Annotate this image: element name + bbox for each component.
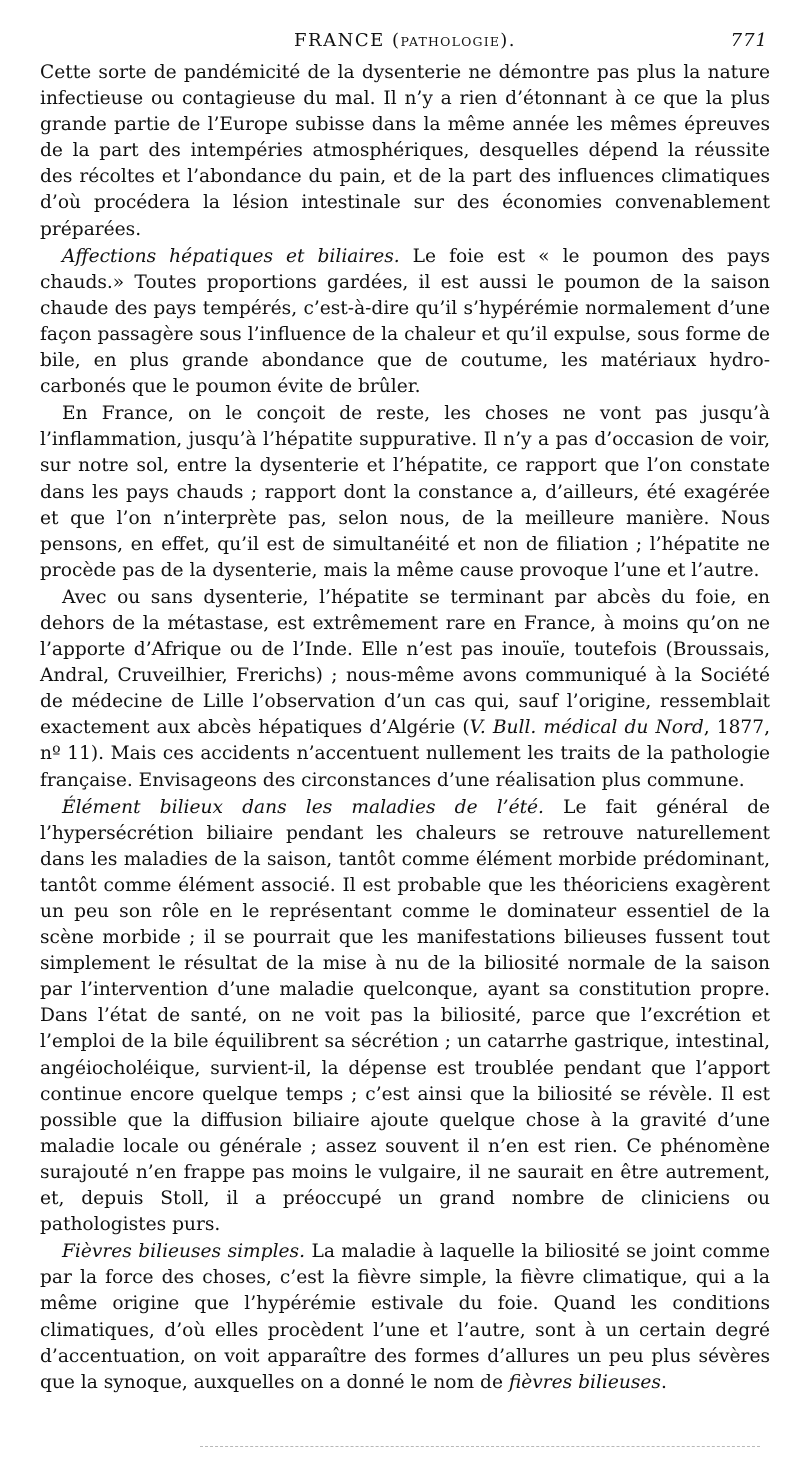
bleed-through-rule xyxy=(200,1446,760,1447)
running-header xyxy=(40,26,770,60)
running-title-main: FRANCE ( xyxy=(294,30,401,51)
running-title-subtitle: PATHOLOGIE xyxy=(400,34,501,49)
running-title-end: ). xyxy=(500,30,516,51)
paragraph-text-after: , 1877, nº 11). Mais ces accidents n’accentuent nullement les traits de la pathologie française. Envisageons des circonstances d’une réalisation plus commune. xyxy=(40,717,770,791)
bibliographic-reference: V. Bull. médical du Nord xyxy=(469,717,704,739)
paragraph-abces-foie xyxy=(40,585,770,794)
paragraph-text-after: . xyxy=(660,1371,667,1393)
paragraph-element-bilieux xyxy=(40,795,770,1239)
paragraph-text: Le fait général de l’hypersécrétion biliaire pendant les chaleurs se retrouve naturellement dans les maladies de la saison, tantôt comme élément morbide prédominant, tantôt comme élément associé. Il est probable que les théoriciens exagèrent un peu son rôle en le représentant comme le dominateur essentiel de la scène morbide ; il se pourrait que les manifestations bilieuses fussent tout simplement le résultat de la mise à nu de la biliosité normale de la saison par l’intervention d’une maladie quelconque, ayant sa constitution propre. Dans l’état de santé, on ne voit pas la biliosité, parce que l’excrétion et l’emploi de la bile équilibrent sa sécrétion ; un catarrhe gastrique, intestinal, angéiocholéique, survient-il, la dépense est troublée pendant que l’apport continue encore quelque temps ; c’est ainsi que la biliosité se révèle. Il est possible que la diffusion biliaire ajoute quelque chose à la gravité d’une maladie locale ou générale ; assez souvent il n’en est rien. Ce phénomène surajouté n’en frappe pas moins le vulgaire, il ne saurait en être autrement, et, depuis Stoll, il a préoccupé un grand nombre de cliniciens ou pathologistes purs. xyxy=(40,796,770,1236)
running-title xyxy=(40,30,770,51)
paragraph-fievres-bilieuses xyxy=(40,1239,770,1396)
paragraph-text: La maladie à laquelle la biliosité se joint comme par la force des choses, c’est la fièvre simple, la fièvre climatique, qui a la même origine que l’hypérémie estivale du foie. Quand les conditions climatiques, d’où elles procèdent l’une et l’autre, sont à un certain degré d’accentuation, on voit apparaître des formes d’allures un peu plus sévères que la synoque, auxquelles on a donné le nom de xyxy=(40,1241,770,1393)
paragraph-hepatite-france xyxy=(40,401,770,584)
page-number: 771 xyxy=(730,30,768,51)
paragraph-affections-hepatiques xyxy=(40,244,770,401)
paragraph-text: Avec ou sans dysenterie, l’hépatite se terminant par abcès du foie, en dehors de la métastase, est extrêmement rare en France, à moins qu’on ne l’apporte d’Afrique ou de l’Inde. Elle n’est pas inouïe, toutefois (Broussais, Andral, Cruveilhier, Frerichs) ; nous-même avons communiqué à la Société de médecine de Lille l’observation d’un cas qui, sauf l’origine, ressemblait exactement aux abcès hépatiques d’Algérie ( xyxy=(40,586,770,739)
paragraph-text: En France, on le conçoit de reste, les choses ne vont pas jusqu’à l’inflammation, jusqu’à l’hépatite suppurative. Il n’y a pas d’occasion de voir, sur notre sol, entre la dysenterie et l’hépatite, ce rapport que l’on constate dans les pays chauds ; rapport dont la constance a, d’ailleurs, été exagérée et que l’on n’interprète pas, selon nous, de la meilleure manière. Nous pensons, en effet, qu’il est de simultanéité et non de filiation ; l’hépatite ne procède pas de la dysenterie, mais la même cause provoque l’une et l’autre. xyxy=(40,403,770,581)
section-heading-affections-hepatiques: Affections hépatiques et biliaires. xyxy=(62,245,400,267)
paragraph-dysenterie-pandemicite xyxy=(40,60,770,243)
body-text xyxy=(40,60,770,1396)
paragraph-text: Cette sorte de pandémicité de la dysenterie ne démontre pas plus la nature infectieuse ou contagieuse du mal. Il n’y a rien d’étonnant à ce que la plus grande partie de l’Europe subisse dans la même année les mêmes épreuves de la part des intempéries atmosphériques, desquelles dépend la réussite des récoltes et l’abondance du pain, et de la part des influences climatiques d’où procédera la lésion intestinale sur des économies convenablement préparées. xyxy=(40,62,770,240)
paragraph-text: Le foie est « le poumon des pays chauds.» Toutes proportions gardées, il est aussi le poumon de la saison chaude des pays tempérés, c’est-à-dire qu’il s’hypérémie normalement d’une façon passagère sous l’influence de la chaleur et qu’il expulse, sous forme de bile, en plus grande abondance que de coutume, les matériaux hydro-carbonés que le poumon évite de brûler. xyxy=(40,245,770,398)
section-heading-fievres-bilieuses: Fièvres bilieuses simples. xyxy=(62,1241,305,1263)
section-heading-element-bilieux: Élément bilieux dans les maladies de l’été. xyxy=(62,796,544,818)
italic-term: fièvres bilieuses xyxy=(508,1371,661,1393)
